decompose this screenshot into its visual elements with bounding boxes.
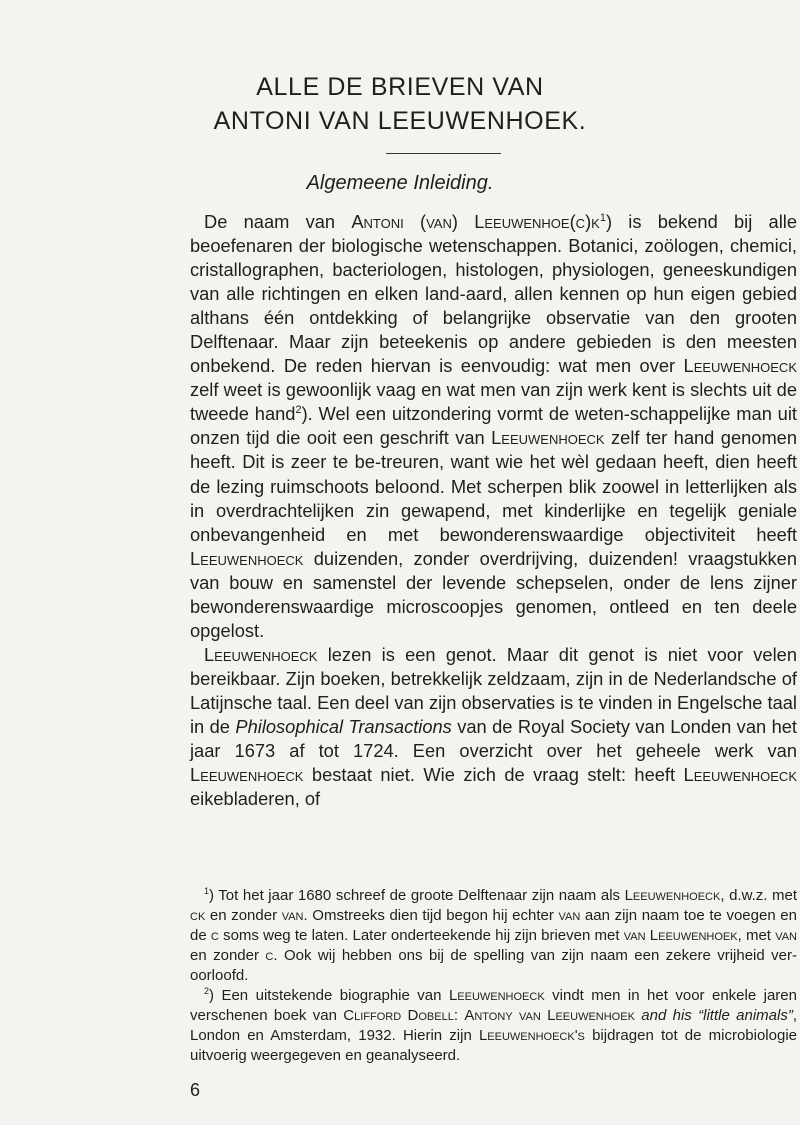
footnote-ref-2: 2 xyxy=(295,404,302,417)
footnote-ref-1: 1 xyxy=(599,211,606,224)
title-divider xyxy=(386,153,501,154)
title-line-1: ALLE DE BRIEVEN VAN xyxy=(256,73,544,101)
journal-title: Philosophical Transactions xyxy=(235,715,452,737)
paragraph-1: De naam van Antoni (van) $Leeuwenhoe(c)k^1$) is bekend bij alle beoefenaren der biologische wetenschappen. Botanici, zoölogen, chemici, cristallographen, bacteriologen, histologen, physiologen, geneeskundigen van alle richtingen en elken land-aard, allen kennen op hun eigen gebied althans één ontdekking of belangrijke observatie van den grooten Delftenaar. Maar zijn beteekenis op andere gebieden is den meesten onbekend. De reden hiervan is eenvoudig: wat men over Leeuwenhoeck zelf weet is gewoonlijk vaag en wat men van zijn werk kent is slechts uit de tweede hand$^2$). Wel een uitzondering vormt de weten-schappelijke man uit onzen tijd die ooit een geschrift van Leeuwenhoeck zelf ter hand genomen heeft. Dit is zeer te be-treuren, want wie het wèl gedaan heeft, dien heeft de lezing ruimschoots beloond. Met scherpen blik zoowel in letterlijken als in overdrachtelijken zin gewapend, met kinderlijke en tegelijk geniale onbevangenheid en met bewonderenswaardige objectiviteit heeft Leeuwenhoeck duizenden, zonder overdrijving, duizenden! vraagstukken van bouw en samenstel der levende schepselen, onder de lens zijner bewonderenswaardige microscoopjes genomen, ontleed en ten deele opgelost. xyxy=(190,211,798,641)
body-text xyxy=(190,210,797,811)
footnote-1: $^1$) Tot het jaar 1680 schreef de groote Delftenaar zijn naam als Leeuwenhoeck, d.w.z. met ck en zonder van. Omstreeks dien tijd begon hij echter van aan zijn naam toe te voegen en de c soms weg te laten. Later onderteekende hij zijn brieven met van Leeuwenhoek, met van en zonder c. Ook wij hebben ons bij de spelling van zijn naam een zekere vrijheid ver-oorloofd. xyxy=(190,886,797,984)
footnotes xyxy=(190,886,797,1066)
section-title: Algemeene Inleiding. xyxy=(306,172,494,194)
footnote-2: $^2$) Een uitstekende biographie van Leeuwenhoeck vindt men in het voor enkele jaren verschenen boek van Clifford Dobell: Antony van Leeuwenhoek and his “little animals”, London en Amsterdam, 1932. Hierin zijn Leeuwenhoeck's bijdragen tot de microbiologie uitvoerig weergegeven en geanalyseerd. xyxy=(190,986,797,1064)
page-number: 6 xyxy=(190,1080,201,1100)
author-name: Antoni (van) Leeuwenhoe(c)k xyxy=(351,211,600,232)
title-line-2: ANTONI VAN LEEUWENHOEK. xyxy=(213,107,587,135)
paragraph-2: Leeuwenhoeck lezen is een genot. Maar dit genot is niet voor velen bereikbaar. Zijn boeken, betrekkelijk zeldzaam, zijn in de Nederlandsche of Latijnsche taal. Een deel van zijn observaties is te vinden in Engelsche taal in de Philosophical Transactions van de Royal Society van Londen van het jaar 1673 af tot 1724. Een overzicht over het geheele werk van Leeuwenhoeck bestaat niet. Wie zich de vraag stelt: heeft Leeuwenhoeck eikebladeren, of xyxy=(190,643,797,810)
